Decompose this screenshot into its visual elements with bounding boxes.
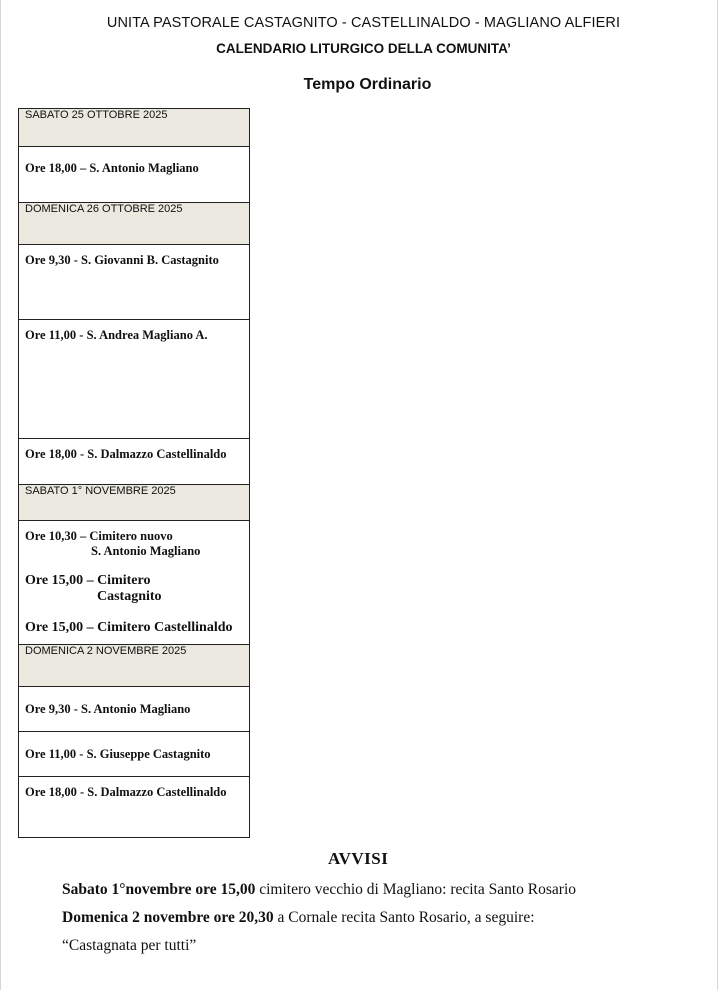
calendar-title: CALENDARIO LITURGICO DELLA COMUNITA’ [216, 41, 511, 56]
mass-entry: Ore 9,30 - S. Giovanni B. Castagnito [19, 245, 250, 320]
day-header-domenica-2-novembre: DOMENICA 2 NOVEMBRE 2025 [19, 645, 250, 687]
table-row [19, 732, 250, 777]
table-row [19, 485, 250, 521]
mass-entry: Ore 11,00 - S. Giuseppe Castagnito [19, 732, 250, 777]
table-row [19, 245, 250, 320]
notice-date: Domenica 2 novembre ore 20,30 [62, 909, 274, 926]
mass-entry-line: Ore 15,00 – Cimitero Castellinaldo [25, 620, 233, 635]
mass-entry: Ore 9,30 - S. Antonio Magliano [19, 687, 250, 732]
mass-entry: Ore 11,00 - S. Andrea Magliano A. [19, 320, 250, 439]
mass-entry-line: S. Antonio Magliano [91, 544, 201, 558]
avvisi-heading: AVVISI [328, 849, 389, 868]
table-row [19, 147, 250, 203]
table-row [19, 687, 250, 732]
notice-text: cimitero vecchio di Magliano: recita Santo Rosario [255, 881, 577, 898]
table-row [19, 521, 250, 645]
mass-entry: Ore 18,00 - S. Dalmazzo Castellinaldo [19, 439, 250, 485]
table-row [19, 777, 250, 838]
parish-unit-title: UNITA PASTORALE CASTAGNITO - CASTELLINALDO - MAGLIANO ALFIERI [106, 15, 621, 31]
mass-entry: Ore 18,00 – S. Antonio Magliano [19, 147, 250, 203]
notice-item [62, 881, 576, 899]
day-header-sabato-25-ottobre: SABATO 25 OTTOBRE 2025 [19, 109, 250, 147]
table-row [19, 109, 250, 147]
table-row [19, 439, 250, 485]
notice-item [62, 909, 535, 927]
liturgical-season: Tempo Ordinario [303, 76, 432, 93]
mass-entry-group [19, 521, 250, 645]
notice-continuation: “Castagnata per tutti” [62, 937, 197, 954]
mass-entry-line: Castagnito [97, 589, 162, 604]
table-row [19, 645, 250, 687]
mass-entry: Ore 18,00 - S. Dalmazzo Castellinaldo [19, 777, 250, 838]
day-header-sabato-1-novembre: SABATO 1° NOVEMBRE 2025 [19, 485, 250, 521]
mass-entry-line: Ore 15,00 – Cimitero [25, 573, 151, 588]
notice-date: Sabato 1°novembre ore 15,00 [62, 881, 256, 898]
day-header-domenica-26-ottobre: DOMENICA 26 OTTOBRE 2025 [19, 203, 250, 245]
table-row [19, 203, 250, 245]
notice-text: a Cornale recita Santo Rosario, a seguire: [273, 909, 535, 926]
table-row [19, 320, 250, 439]
mass-entry-line: Ore 10,30 – Cimitero nuovo [25, 529, 173, 543]
mass-schedule-table [18, 108, 250, 838]
